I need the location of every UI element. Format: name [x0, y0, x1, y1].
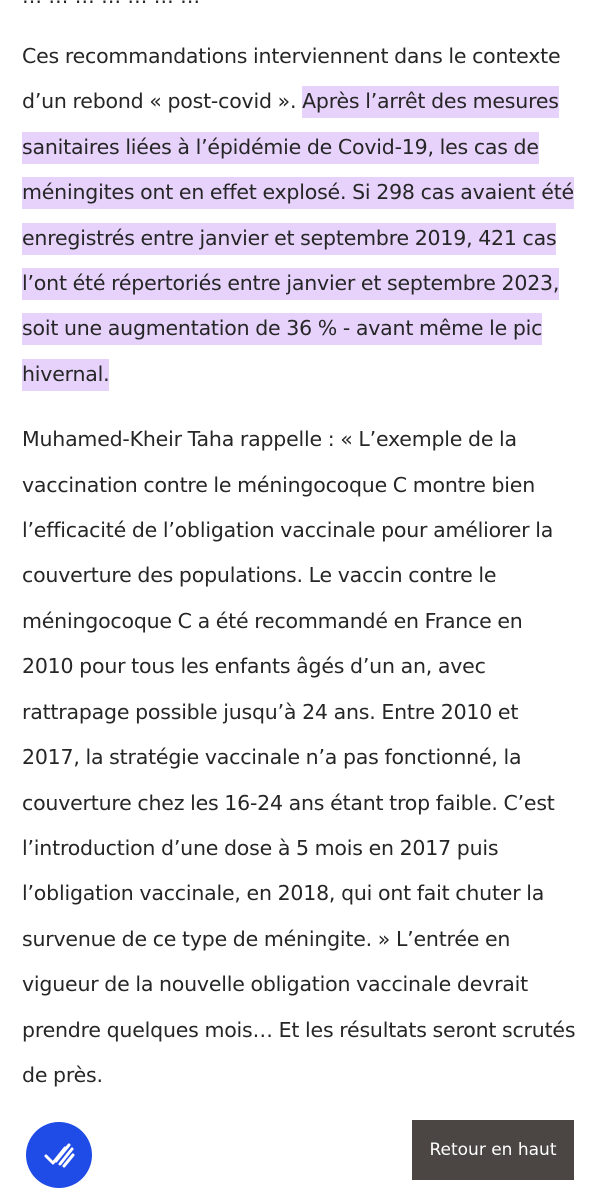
paragraph-text: Ces recommandations interviennent dans le contexte d’un rebond « post-covid ».: [22, 44, 561, 114]
article-body: [22, 34, 578, 1098]
clipped-text: [22, 0, 200, 6]
back-to-top-button[interactable]: Retour en haut: [412, 1120, 574, 1180]
highlighter-extension-button[interactable]: [26, 1122, 92, 1188]
paragraph-rebond-post-covid: [22, 34, 578, 397]
clipped-previous-line: [0, 0, 593, 6]
highlighted-text[interactable]: Après l’arrêt des mesures sanitaires liées à l’épidémie de Covid-19, les cas de méningites ont en effet explosé. Si 298 cas avaient été enregistrés entre janvier et septembre 2019, 421 cas l’ont été répertoriés entre janvier et septembre 2023, soit une augmentation de 36 % - avant même le pic hivernal.: [22, 86, 574, 390]
paragraph-quote-taha: Muhamed-Kheir Taha rappelle : « L’exemple de la vaccination contre le méningocoque C montre bien l’efficacité de l’obligation vaccinale pour améliorer la couverture des populations. Le vaccin contre le méningocoque C a été recommandé en France en 2010 pour tous les enfants âgés d’un an, avec rattrapage possible jusqu’à 24 ans. Entre 2010 et 2017, la stratégie vaccinale n’a pas fonctionné, la couverture chez les 16-24 ans étant trop faible. C’est l’introduction d’une dose à 5 mois en 2017 puis l’obligation vaccinale, en 2018, qui ont fait chuter la survenue de ce type de méningite. » L’entrée en vigueur de la nouvelle obligation vaccinale devrait prendre quelques mois… Et les résultats seront scrutés de près.: [22, 427, 576, 1087]
checkmarks-icon: [38, 1134, 80, 1176]
